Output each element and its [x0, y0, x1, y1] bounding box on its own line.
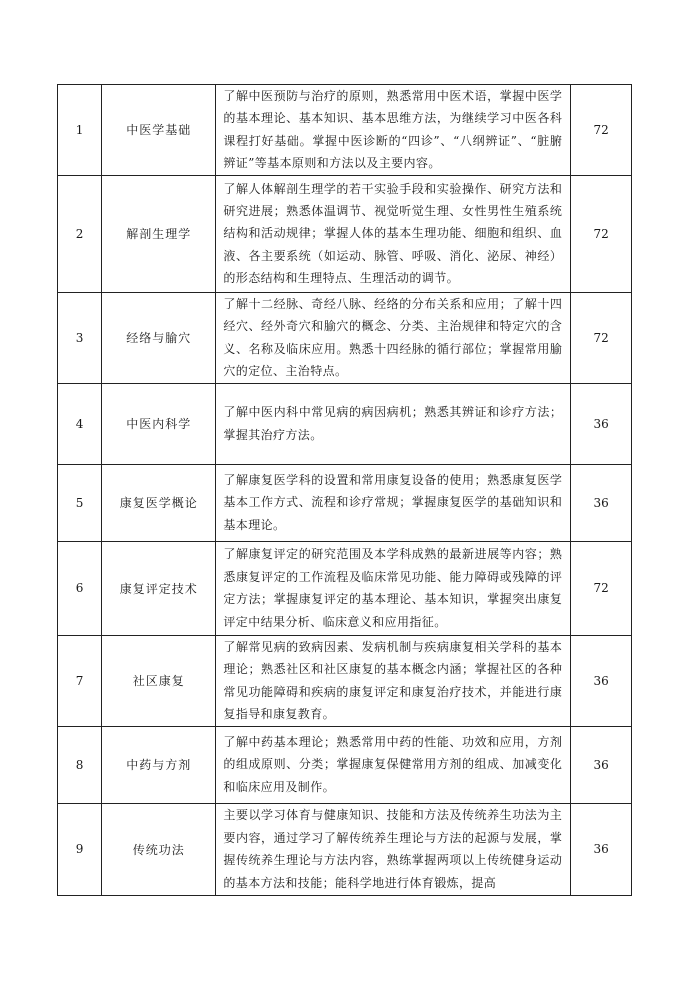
table-row	[58, 464, 632, 541]
course-description: 了解康复评定的研究范围及本学科成熟的最新进展等内容；熟悉康复评定的工作流程及临床常见功能、能力障碍或残障的评定方法；掌握康复评定的基本理论、基本知识，掌握突出康复评定中结果分析、临床意义和应用指征。	[216, 541, 571, 635]
course-name: 解剖生理学	[102, 175, 216, 292]
course-name: 中医学基础	[102, 85, 216, 176]
course-table	[57, 84, 632, 896]
course-name: 社区康复	[102, 635, 216, 726]
course-description: 了解人体解剖生理学的若干实验手段和实验操作、研究方法和研究进展；熟悉体温调节、视觉听觉生理、女性男性生殖系统结构和活动规律；掌握人体的基本生理功能、细胞和组织、血液、各主要系统（如运动、脉管、呼吸、消化、泌尿、神经）的形态结构和生理特点、生理活动的调节。	[216, 175, 571, 292]
course-hours: 36	[571, 803, 632, 895]
table-row	[58, 726, 632, 803]
course-number: 2	[58, 175, 102, 292]
course-hours: 72	[571, 292, 632, 383]
table-row	[58, 85, 632, 176]
table-row	[58, 803, 632, 895]
course-hours: 36	[571, 726, 632, 803]
table-row	[58, 635, 632, 726]
course-description: 了解十二经脉、奇经八脉、经络的分布关系和应用；了解十四经穴、经外奇穴和腧穴的概念、分类、主治规律和特定穴的含义、名称及临床应用。熟悉十四经脉的循行部位；掌握常用腧穴的定位、主治特点。	[216, 292, 571, 383]
course-name: 经络与腧穴	[102, 292, 216, 383]
course-name: 康复评定技术	[102, 541, 216, 635]
course-number: 6	[58, 541, 102, 635]
course-number: 7	[58, 635, 102, 726]
course-description: 了解常见病的致病因素、发病机制与疾病康复相关学科的基本理论；熟悉社区和社区康复的基本概念内涵；掌握社区的各种常见功能障碍和疾病的康复评定和康复治疗技术，并能进行康复指导和康复教育。	[216, 635, 571, 726]
course-number: 5	[58, 464, 102, 541]
table-row	[58, 175, 632, 292]
course-hours: 36	[571, 464, 632, 541]
table-row	[58, 541, 632, 635]
course-description: 了解中医内科中常见病的病因病机；熟悉其辨证和诊疗方法；掌握其治疗方法。	[216, 383, 571, 464]
course-name: 传统功法	[102, 803, 216, 895]
course-number: 1	[58, 85, 102, 176]
course-name: 中药与方剂	[102, 726, 216, 803]
course-description: 主要以学习体育与健康知识、技能和方法及传统养生功法为主要内容，通过学习了解传统养生理论与方法的起源与发展，掌握传统养生理论与方法内容，熟练掌握两项以上传统健身运动的基本方法和技能；能科学地进行体育锻炼，提高	[216, 803, 571, 895]
course-hours: 36	[571, 635, 632, 726]
course-hours: 72	[571, 541, 632, 635]
table-row	[58, 292, 632, 383]
table-row	[58, 383, 632, 464]
course-hours: 72	[571, 85, 632, 176]
course-description: 了解中医预防与治疗的原则，熟悉常用中医术语，掌握中医学的基本理论、基本知识、基本思维方法，为继续学习中医各科课程打好基础。掌握中医诊断的“四诊”、“八纲辨证”、“脏腑辨证”等基本原则和方法以及主要内容。	[216, 85, 571, 176]
course-number: 3	[58, 292, 102, 383]
course-number: 4	[58, 383, 102, 464]
course-name: 中医内科学	[102, 383, 216, 464]
course-name: 康复医学概论	[102, 464, 216, 541]
course-description: 了解康复医学科的设置和常用康复设备的使用；熟悉康复医学基本工作方式、流程和诊疗常规；掌握康复医学的基础知识和基本理论。	[216, 464, 571, 541]
course-description: 了解中药基本理论；熟悉常用中药的性能、功效和应用，方剂的组成原则、分类；掌握康复保健常用方剂的组成、加减变化和临床应用及制作。	[216, 726, 571, 803]
course-hours: 36	[571, 383, 632, 464]
course-hours: 72	[571, 175, 632, 292]
course-number: 8	[58, 726, 102, 803]
course-number: 9	[58, 803, 102, 895]
